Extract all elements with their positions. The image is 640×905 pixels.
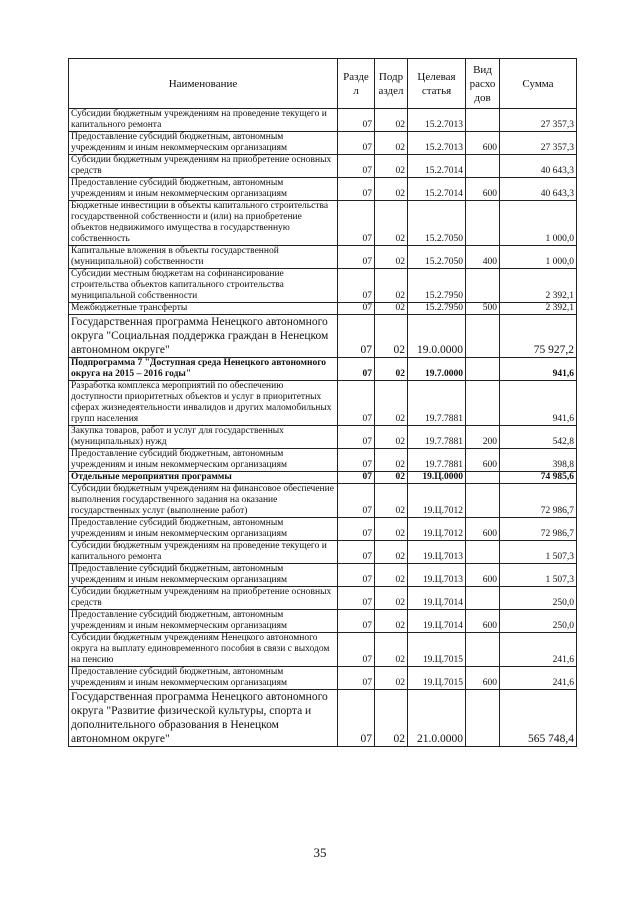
table-row: [69, 484, 577, 518]
row-kind: [466, 315, 500, 358]
table-row: [69, 381, 577, 426]
table-row: [69, 246, 577, 269]
row-sum: 250,0: [500, 587, 577, 610]
row-kind: 600: [466, 564, 500, 587]
row-sum: 1 000,0: [500, 201, 577, 246]
row-section: 07: [338, 667, 375, 690]
row-article: 19.Ц.7012: [408, 518, 466, 541]
row-article: 15.2.7013: [408, 132, 466, 155]
row-article: 21.0.0000: [408, 690, 466, 747]
row-kind: [466, 690, 500, 747]
row-article: 15.2.7050: [408, 246, 466, 269]
row-name: Подпрограмма 7 "Доступная среда Ненецкого автономного округа на 2015 – 2016 годы": [69, 358, 338, 381]
row-sum: 241,6: [500, 667, 577, 690]
row-article: 19.Ц.7015: [408, 633, 466, 667]
row-kind: 600: [466, 518, 500, 541]
row-name: Субсидии бюджетным учреждениям Ненецкого автономного округа на выплату единовременного пособия в связи с выходом на пенсию: [69, 633, 338, 667]
table-row: [69, 633, 577, 667]
header-sum: Сумма: [500, 59, 577, 109]
table-body: [69, 109, 577, 747]
row-section: 07: [338, 315, 375, 358]
row-sum: 941,6: [500, 358, 577, 381]
table-row: [69, 518, 577, 541]
row-sum: 40 643,3: [500, 155, 577, 178]
row-sum: 1 000,0: [500, 246, 577, 269]
row-kind: 500: [466, 303, 500, 315]
row-section: 07: [338, 246, 375, 269]
row-name: Предоставление субсидий бюджетным, автономным учреждениям и иным некоммерческим организациям: [69, 449, 338, 472]
row-sum: 2 392,1: [500, 303, 577, 315]
row-name: Предоставление субсидий бюджетным, автономным учреждениям и иным некоммерческим организациям: [69, 667, 338, 690]
row-article: 19.Ц.7015: [408, 667, 466, 690]
row-name: Капитальные вложения в объекты государственной (муниципальной) собственности: [69, 246, 338, 269]
row-sum: 1 507,3: [500, 564, 577, 587]
table-row: [69, 303, 577, 315]
row-name: Отдельные мероприятия программы: [69, 472, 338, 484]
row-subsection: 02: [375, 358, 408, 381]
row-article: 15.2.7950: [408, 269, 466, 303]
table-row: [69, 269, 577, 303]
row-article: 19.0.0000: [408, 315, 466, 358]
row-sum: 27 357,3: [500, 109, 577, 132]
row-section: 07: [338, 358, 375, 381]
row-sum: 72 986,7: [500, 484, 577, 518]
row-name: Разработка комплекса мероприятий по обеспечению доступности приоритетных объектов и услуг в приоритетных сферах жизнедеятельности инвалидов и других маломобильных групп населения: [69, 381, 338, 426]
row-article: 19.7.7881: [408, 449, 466, 472]
row-section: 07: [338, 303, 375, 315]
row-name: Субсидии бюджетным учреждениям на приобретение основных средств: [69, 587, 338, 610]
row-subsection: 02: [375, 472, 408, 484]
row-section: 07: [338, 449, 375, 472]
row-article: 19.Ц.7014: [408, 587, 466, 610]
row-kind: 600: [466, 667, 500, 690]
row-subsection: 02: [375, 109, 408, 132]
row-name: Предоставление субсидий бюджетным, автономным учреждениям и иным некоммерческим организациям: [69, 518, 338, 541]
row-article: 19.7.7881: [408, 381, 466, 426]
row-subsection: 02: [375, 381, 408, 426]
row-kind: [466, 269, 500, 303]
row-article: 15.2.7050: [408, 201, 466, 246]
table-row: [69, 610, 577, 633]
row-kind: [466, 155, 500, 178]
row-kind: 600: [466, 178, 500, 201]
row-subsection: 02: [375, 564, 408, 587]
row-article: 19.7.7881: [408, 426, 466, 449]
row-section: 07: [338, 201, 375, 246]
row-article: 19.7.0000: [408, 358, 466, 381]
row-name: Субсидии бюджетным учреждениям на проведение текущего и капитального ремонта: [69, 541, 338, 564]
row-section: 07: [338, 518, 375, 541]
row-section: 07: [338, 587, 375, 610]
table-row: [69, 358, 577, 381]
row-name: Предоставление субсидий бюджетным, автономным учреждениям и иным некоммерческим организациям: [69, 610, 338, 633]
row-sum: 941,6: [500, 381, 577, 426]
header-section: Разде л: [338, 59, 375, 109]
row-section: 07: [338, 610, 375, 633]
row-subsection: 02: [375, 484, 408, 518]
table-row: [69, 109, 577, 132]
row-subsection: 02: [375, 201, 408, 246]
row-sum: 241,6: [500, 633, 577, 667]
header-kind: Вид расхо дов: [466, 59, 500, 109]
row-article: 15.2.7014: [408, 178, 466, 201]
row-kind: [466, 472, 500, 484]
table-row: [69, 667, 577, 690]
row-subsection: 02: [375, 155, 408, 178]
row-kind: [466, 587, 500, 610]
row-article: 19.Ц.7013: [408, 564, 466, 587]
row-sum: 398,8: [500, 449, 577, 472]
row-name: Закупка товаров, работ и услуг для государственных (муниципальных) нужд: [69, 426, 338, 449]
row-kind: [466, 484, 500, 518]
row-section: 07: [338, 484, 375, 518]
row-name: Государственная программа Ненецкого автономного округа "Социальная поддержка граждан в Ненецком автономном округе": [69, 315, 338, 358]
row-kind: [466, 541, 500, 564]
budget-table: [68, 58, 577, 747]
table-row: [69, 541, 577, 564]
row-section: 07: [338, 633, 375, 667]
row-subsection: 02: [375, 541, 408, 564]
row-article: 15.2.7950: [408, 303, 466, 315]
row-section: 07: [338, 426, 375, 449]
row-kind: 600: [466, 449, 500, 472]
row-sum: 40 643,3: [500, 178, 577, 201]
row-subsection: 02: [375, 246, 408, 269]
row-section: 07: [338, 109, 375, 132]
row-name: Государственная программа Ненецкого автономного округа "Развитие физической культуры, спорта и дополнительного образования в Ненецком автономном округе": [69, 690, 338, 747]
row-kind: [466, 109, 500, 132]
row-name: Предоставление субсидий бюджетным, автономным учреждениям и иным некоммерческим организациям: [69, 132, 338, 155]
row-sum: 2 392,1: [500, 269, 577, 303]
table-row: [69, 587, 577, 610]
row-name: Бюджетные инвестиции в объекты капитального строительства государственной собственности и (или) на приобретение объектов недвижимого имущества в государственную собственность: [69, 201, 338, 246]
table-row: [69, 155, 577, 178]
row-name: Субсидии бюджетным учреждениям на проведение текущего и капитального ремонта: [69, 109, 338, 132]
row-sum: 27 357,3: [500, 132, 577, 155]
row-name: Субсидии местным бюджетам на софинансирование строительства объектов капитального строительства муниципальной собственности: [69, 269, 338, 303]
row-subsection: 02: [375, 633, 408, 667]
table-row: [69, 201, 577, 246]
row-kind: 600: [466, 132, 500, 155]
table-row: [69, 449, 577, 472]
row-section: 07: [338, 155, 375, 178]
row-name: Межбюджетные трансферты: [69, 303, 338, 315]
row-kind: [466, 381, 500, 426]
row-subsection: 02: [375, 518, 408, 541]
row-kind: [466, 358, 500, 381]
table-row: [69, 564, 577, 587]
row-sum: 72 986,7: [500, 518, 577, 541]
row-section: 07: [338, 690, 375, 747]
row-article: 19.Ц.7012: [408, 484, 466, 518]
table-row: [69, 690, 577, 747]
row-sum: 250,0: [500, 610, 577, 633]
row-section: 07: [338, 541, 375, 564]
row-name: Субсидии бюджетным учреждениям на приобретение основных средств: [69, 155, 338, 178]
row-section: 07: [338, 132, 375, 155]
row-article: 19.Ц.0000: [408, 472, 466, 484]
row-sum: 75 927,2: [500, 315, 577, 358]
row-kind: [466, 201, 500, 246]
table-row: [69, 178, 577, 201]
row-subsection: 02: [375, 269, 408, 303]
header-article: Целевая статья: [408, 59, 466, 109]
row-kind: 200: [466, 426, 500, 449]
page-number: 35: [313, 845, 327, 860]
row-kind: [466, 633, 500, 667]
row-subsection: 02: [375, 587, 408, 610]
row-sum: 74 985,6: [500, 472, 577, 484]
row-article: 15.2.7014: [408, 155, 466, 178]
row-subsection: 02: [375, 690, 408, 747]
row-kind: 600: [466, 610, 500, 633]
row-sum: 1 507,3: [500, 541, 577, 564]
row-section: 07: [338, 472, 375, 484]
row-name: Субсидии бюджетным учреждениям на финансовое обеспечение выполнения государственного задания на оказание государственных услуг (выполнение работ): [69, 484, 338, 518]
row-subsection: 02: [375, 315, 408, 358]
row-subsection: 02: [375, 178, 408, 201]
row-subsection: 02: [375, 426, 408, 449]
row-subsection: 02: [375, 449, 408, 472]
table-header-row: [69, 59, 577, 109]
row-section: 07: [338, 564, 375, 587]
row-subsection: 02: [375, 132, 408, 155]
row-article: 15.2.7013: [408, 109, 466, 132]
row-sum: 565 748,4: [500, 690, 577, 747]
header-subsection: Подр аздел: [375, 59, 408, 109]
row-kind: 400: [466, 246, 500, 269]
row-section: 07: [338, 178, 375, 201]
table-row: [69, 426, 577, 449]
row-name: Предоставление субсидий бюджетным, автономным учреждениям и иным некоммерческим организациям: [69, 178, 338, 201]
table-row: [69, 315, 577, 358]
row-subsection: 02: [375, 610, 408, 633]
row-name: Предоставление субсидий бюджетным, автономным учреждениям и иным некоммерческим организациям: [69, 564, 338, 587]
row-subsection: 02: [375, 667, 408, 690]
row-sum: 542,8: [500, 426, 577, 449]
row-section: 07: [338, 381, 375, 426]
header-name: Наименование: [69, 59, 338, 109]
row-subsection: 02: [375, 303, 408, 315]
table-row: [69, 472, 577, 484]
row-article: 19.Ц.7013: [408, 541, 466, 564]
row-section: 07: [338, 269, 375, 303]
row-article: 19.Ц.7014: [408, 610, 466, 633]
table-row: [69, 132, 577, 155]
